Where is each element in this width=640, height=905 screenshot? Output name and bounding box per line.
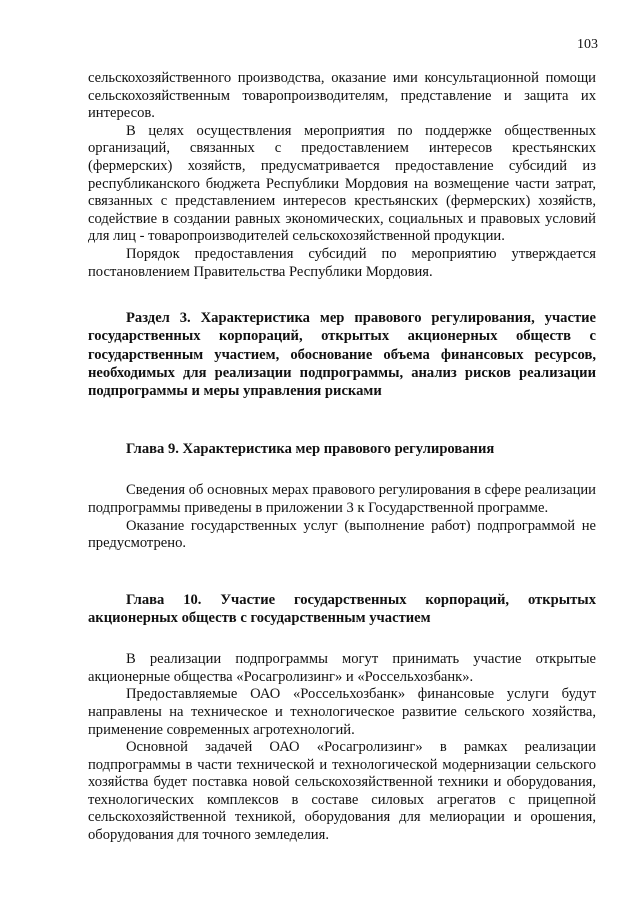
chapter-9-heading: Глава 9. Характеристика мер правового регулирования <box>126 441 495 458</box>
paragraph-rosagroleasing: Основной задачей ОАО «Росагролизинг» в рамках реализации подпрограммы в части технической и технологической модернизации сельского хозяйства будет поставка новой сельскохозяйственной техники и оборудования, технологических комплексов в составе силовых агрегатов с прицепной сельскохозяйственной техникой, оборудования для мелиорации и орошения, оборудования для точного земледелия. <box>88 739 596 844</box>
paragraph-legal-measures: Сведения об основных мерах правового регулирования в сфере реализации подпрограммы приведены в приложении 3 к Государственной программе. <box>88 482 596 516</box>
page-number: 103 <box>577 37 598 52</box>
section-3-heading: Раздел 3. Характеристика мер правового регулирования, участие государственных корпораций, открытых акционерных обществ с государственным участием, обоснование объема финансовых ресурсов, необходимых для реализации подпрограммы, анализ рисков реализации подпрограммы и меры управления рисками <box>88 310 596 399</box>
paragraph-rosselkhozbank: Предоставляемые ОАО «Россельхозбанк» финансовые услуги будут направлены на техническое и технологическое развитие сельского хозяйства, применение современных агротехнологий. <box>88 686 596 738</box>
document-body <box>88 70 596 845</box>
paragraph-state-services: Оказание государственных услуг (выполнение работ) подпрограммой не предусмотрено. <box>88 517 596 552</box>
paragraph-subsidy-procedure: Порядок предоставления субсидий по мероприятию утверждается постановлением Правительства Республики Мордовия. <box>88 245 596 280</box>
paragraph-subsidies: В целях осуществления мероприятия по поддержке общественных организаций, связанных с предоставлением интересов крестьянских (фермерских) хозяйств, предусматривается предоставление субсидий из республиканского бюджета Республики Мордовия на возмещение части затрат, связанных с представлением интересов крестьянских (фермерских) хозяйств, содействие в создании равных экономических, социальных и правовых условий для лиц - товаропроизводителей сельскохозяйственной продукции. <box>88 122 596 245</box>
chapter-10-heading: Глава 10. Участие государственных корпораций, открытых акционерных обществ с государственным участием <box>88 591 596 626</box>
paragraph-participants: В реализации подпрограммы могут принимать участие открытые акционерные общества «Росагролизинг» и «Россельхозбанк». <box>88 651 596 685</box>
paragraph-continuation: сельскохозяйственного производства, оказание ими консультационной помощи сельскохозяйственным товаропроизводителям, представление и защита их интересов. <box>88 70 596 122</box>
